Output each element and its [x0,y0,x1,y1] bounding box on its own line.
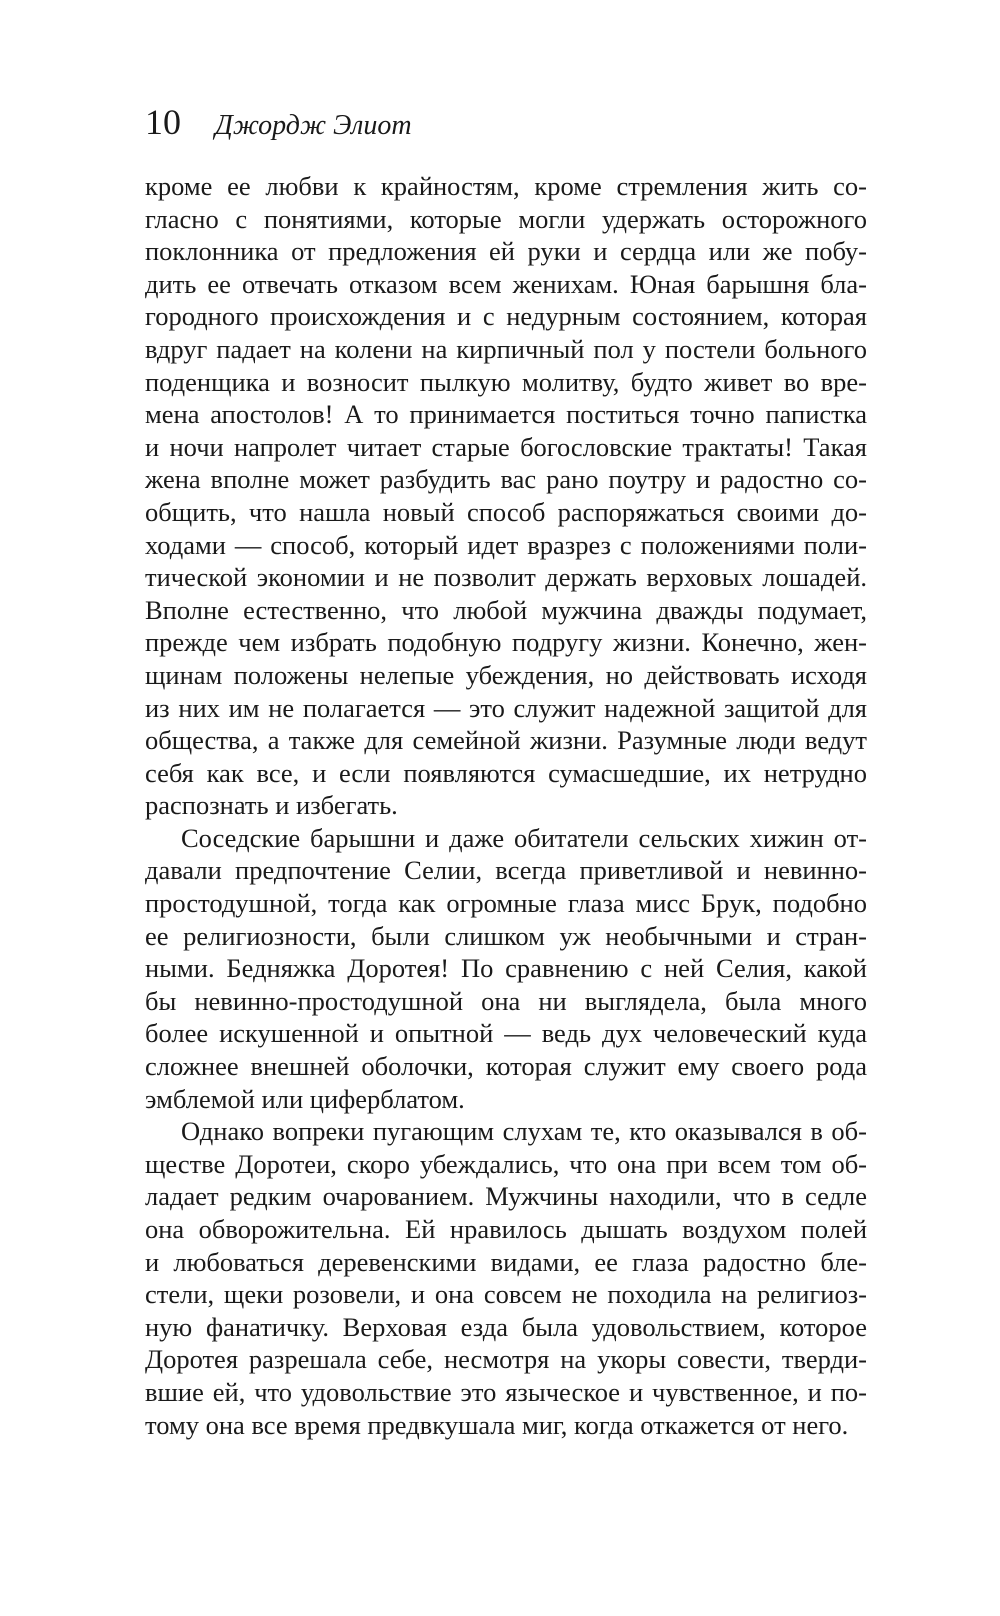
text-line: городного происхождения и с недурным состоянием, которая [145,301,867,332]
text-line: ходами — способ, который идет вразрез с положениями поли- [145,529,867,560]
text-line: ее религиозности, были слишком уж необычными и стран- [145,920,867,951]
text-line: простодушной, тогда как огромные глаза мисс Брук, подобно [145,888,867,919]
text-line: бы невинно-простодушной она ни выглядела, была много [145,985,867,1016]
text-line: и ночи напролет читает старые богословские трактаты! Такая [145,431,867,462]
text-line: Доротея разрешала себе, несмотря на укоры совести, тверди- [145,1344,867,1375]
paragraph [145,1115,867,1441]
text-line: щинам положены нелепые убеждения, но действовать исходя [145,659,867,690]
paragraph [145,822,867,1115]
body-text [145,170,867,1441]
text-line: сложнее внешней оболочки, которая служит ему своего рода [145,1051,867,1082]
text-line: эмблемой или циферблатом. [145,1083,465,1114]
text-line: распознать и избегать. [145,790,398,821]
text-line: Однако вопреки пугающим слухам те, кто оказывался в об- [181,1116,867,1147]
text-line: гласно с понятиями, которые могли удержать осторожного [145,203,867,234]
text-line: более искушенной и опытной — ведь дух человеческий куда [145,1018,867,1049]
text-line: стели, щеки розовели, и она совсем не походила на религиоз- [145,1279,867,1310]
text-line: поденщика и возносит пылкую молитву, будто живет во вре- [145,366,867,397]
text-line: ными. Бедняжка Доротея! По сравнению с ней Селия, какой [145,953,867,984]
text-line: из них им не полагается — это служит надежной защитой для [145,692,867,723]
text-line: и любоваться деревенскими видами, ее глаза радостно бле- [145,1246,867,1277]
text-line: общить, что нашла новый способ распоряжаться своими до- [145,496,867,527]
text-line: Соседские барышни и даже обитатели сельских хижин от- [181,822,867,853]
text-line: общества, а также для семейной жизни. Разумные люди ведут [145,725,867,756]
text-line: кроме ее любви к крайностям, кроме стремления жить со- [145,171,867,201]
text-line: тической экономии и не позволит держать верховых лошадей. [145,562,867,593]
text-line: ществе Доротеи, скоро убеждались, что она при всем том об- [145,1148,867,1179]
text-line: Вполне естественно, что любой мужчина дважды подумает, [145,594,867,625]
text-line: вдруг падает на колени на кирпичный пол у постели больного [145,333,867,364]
text-line: себя как все, и если появляются сумасшедшие, их нетрудно [145,757,867,788]
paragraph [145,170,867,822]
text-line: давали предпочтение Селии, всегда приветливой и невинно- [145,855,867,886]
text-line: вшие ей, что удовольствие это языческое и чувственное, и по- [145,1376,867,1407]
text-line: дить ее отвечать отказом всем женихам. Юная барышня бла- [145,268,867,299]
text-line: прежде чем избрать подобную подругу жизни. Конечно, жен- [145,627,867,658]
text-line: жена вполне может разбудить вас рано поутру и радостно со- [145,464,867,495]
book-page [145,104,867,1441]
running-title-author: Джордж Элиот [215,110,412,141]
page-number: 10 [145,102,181,142]
text-line: она обворожительна. Ей нравилось дышать воздухом полей [145,1214,867,1244]
text-line: ладает редким очарованием. Мужчины находили, что в седле [145,1181,867,1212]
text-line: ную фанатичку. Верховая езда была удовольствием, которое [145,1311,867,1342]
text-line: поклонника от предложения ей руки и сердца или же побу- [145,236,867,267]
text-line: мена апостолов! А то принимается поститься точно папистка [145,399,867,430]
running-header [145,104,867,150]
text-line: тому она все время предвкушала миг, когда откажется от него. [145,1409,849,1440]
